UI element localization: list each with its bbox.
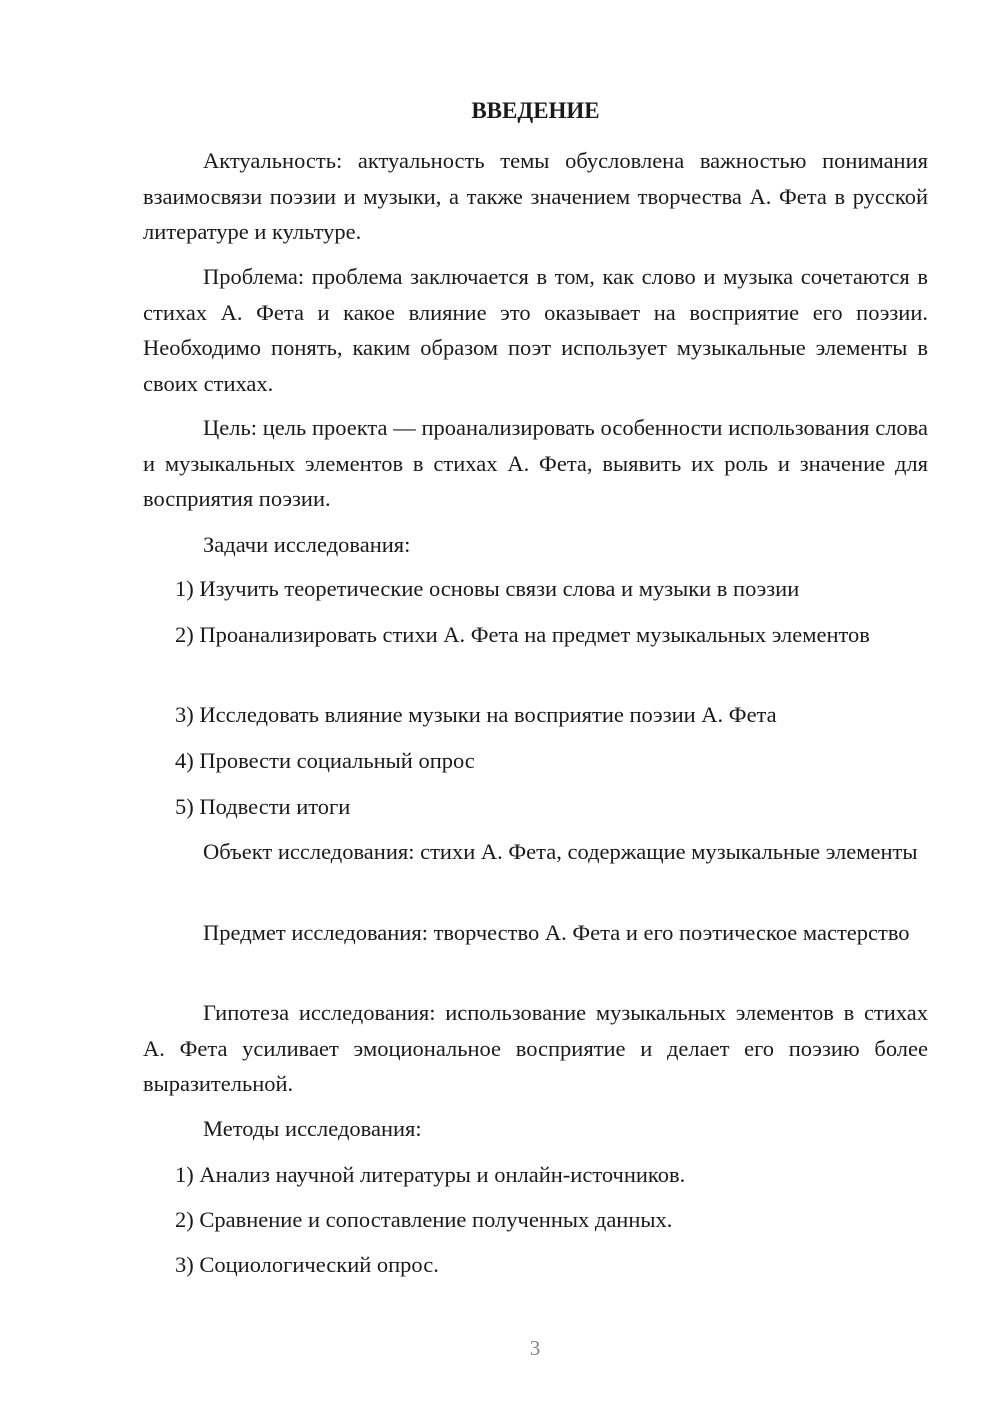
task-item: 1) Изучить теоретические основы связи слова и музыки в поэзии [175,576,800,601]
paragraph-problem: Проблема: проблема заключается в том, как слово и музыка сочетаются в стихах А. Фета и какое влияние это оказывает на восприятие его поэзии. Необходимо понять, каким образом поэт использует музыкальные элементы в своих стихах. [143,264,928,396]
task-item: 3) Исследовать влияние музыки на восприятие поэзии А. Фета [175,702,777,727]
paragraph-relevance: Актуальность: актуальность темы обусловлена важностью понимания взаимосвязи поэзии и музыки, а также значением творчества А. Фета в русской литературе и культуре. [143,148,928,244]
tasks-heading: Задачи исследования: [203,532,411,557]
paragraph-subject: Предмет исследования: творчество А. Фета и его поэтическое мастерство [203,920,910,945]
page-title: ВВЕДЕНИЕ [471,98,600,123]
paragraph-hypothesis: Гипотеза исследования: использование музыкальных элементов в стихах А. Фета усиливает эмоциональное восприятие и делает его поэзию более выразительной. [143,1000,928,1096]
page-number: 3 [529,1336,541,1360]
method-item: 1) Анализ научной литературы и онлайн-источников. [175,1162,686,1187]
task-item: 5) Подвести итоги [175,794,351,819]
task-item: 2) Проанализировать стихи А. Фета на предмет музыкальных элементов [175,622,870,647]
method-item: 2) Сравнение и сопоставление полученных данных. [175,1207,673,1232]
paragraph-goal: Цель: цель проекта — проанализировать особенности использования слова и музыкальных элементов в стихах А. Фета, выявить их роль и значение для восприятия поэзии. [143,415,928,511]
task-item: 4) Провести социальный опрос [175,748,475,773]
methods-heading: Методы исследования: [203,1116,422,1141]
paragraph-object: Объект исследования: стихи А. Фета, содержащие музыкальные элементы [203,839,918,864]
method-item: 3) Социологический опрос. [175,1252,439,1277]
